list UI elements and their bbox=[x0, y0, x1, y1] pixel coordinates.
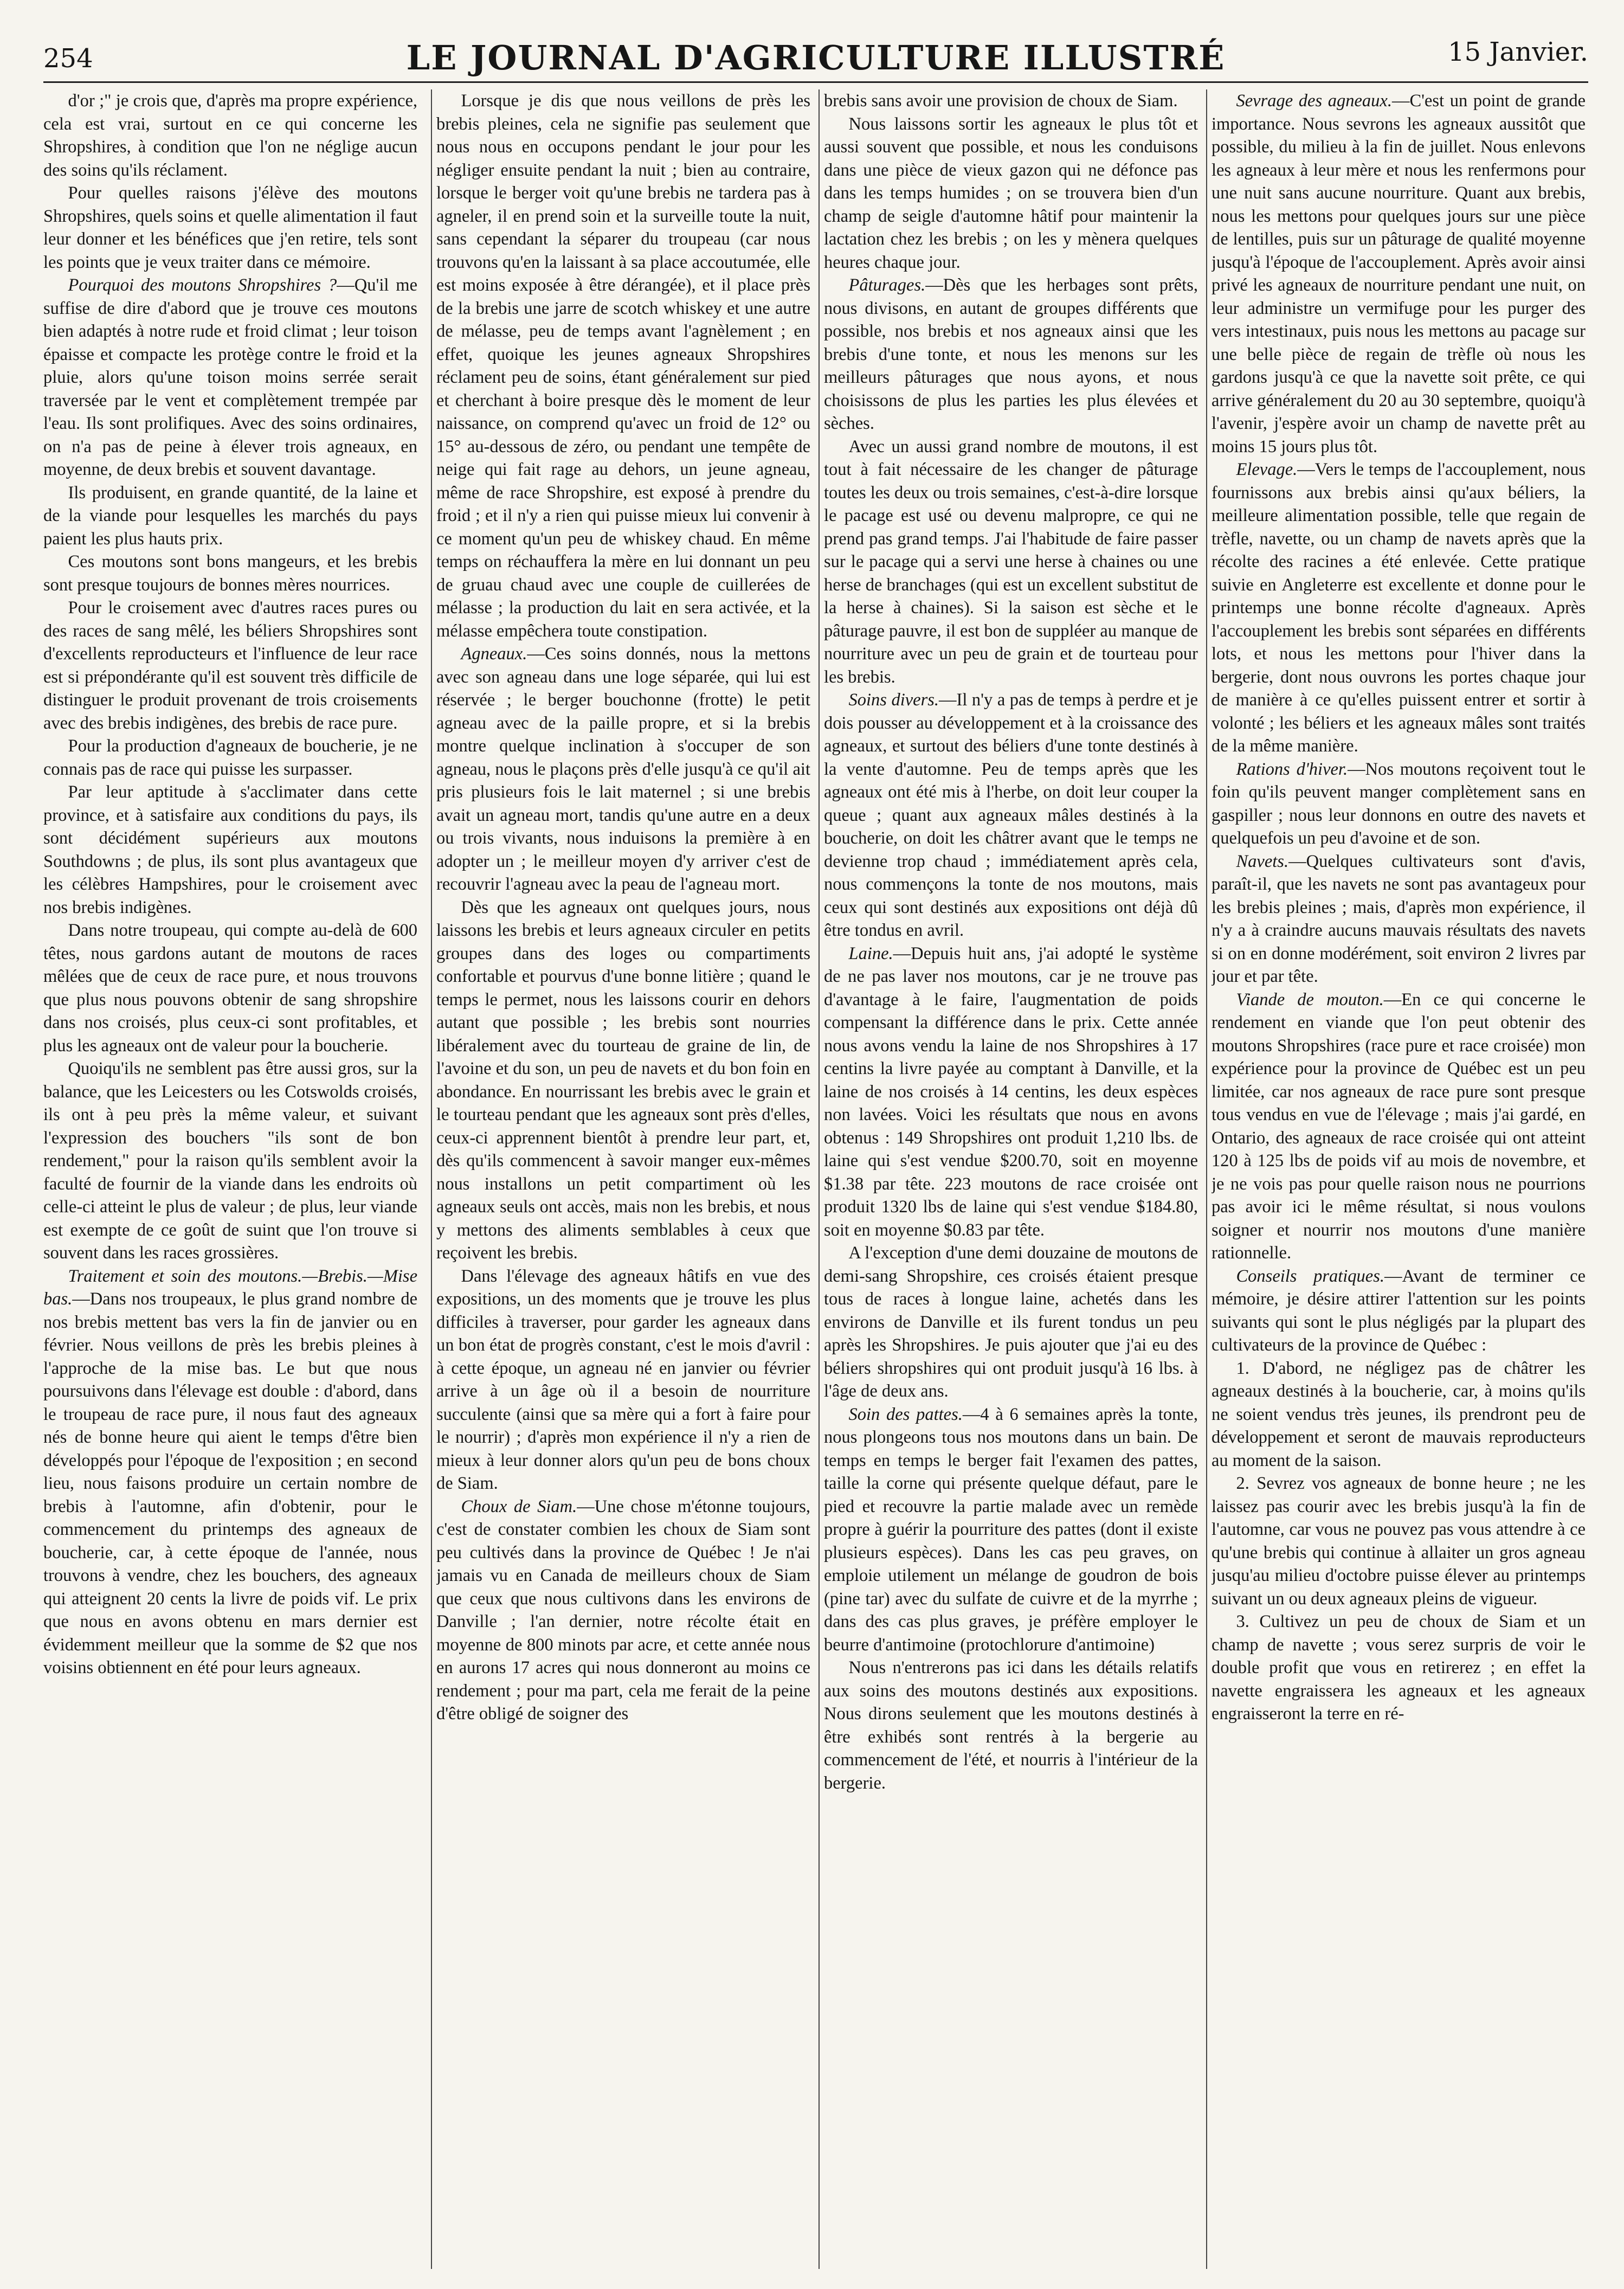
text-column-1 bbox=[43, 89, 417, 2269]
paragraph-text: —4 à 6 semaines après la tonte, nous plongeons tous nos moutons dans un bain. De temps en temps le berger fait l'examen des pattes, taille la corne qui présente quelque défaut, pare le pied et recouvre la partie malade avec un remède propre à guérir la pourriture des pattes (dont il existe plusieurs espèces). Dans les cas peu graves, on emploie utilement un mélange de goudron de bois (pine tar) avec du sulfate de cuivre et de la myrrhe ; dans des cas plus graves, je préfère employer le beurre d'antimoine (protochlorure d'antimoine) bbox=[824, 1404, 1198, 1655]
paragraph-text: —En ce qui concerne le rendement en viande que l'on peut obtenir des moutons Shropshires (race pure et race croisée) mon expérience pour la province de Québec est un peu limitée, car nos agneaux de race pure sont presque tous vendus en vue de l'élevage ; mais j'ai gardé, en Ontario, des agneaux de race croisée qui ont atteint 120 à 125 lbs de poids vif au mois de novembre, et je ne vois pas pour quelle raison nous ne pourrions pas avoir ici le même résultat, si nous voulons soigner et nourrir nos moutons d'une manière rationnelle. bbox=[1211, 989, 1586, 1263]
paragraph bbox=[43, 1265, 417, 1680]
paragraph-text: —Dès que les herbages sont prêts, nous divisons, en autant de groupes différents que possible, nos brebis et nos agneaux ainsi que les brebis d'une tonte, et nous les menons sur les meilleurs pâturages que nous ayons, et nous choisissons de plus les parties les plus élevées et sèches. bbox=[824, 275, 1198, 433]
paragraph-text: —Dans nos troupeaux, le plus grand nombre de nos brebis mettent bas vers la fin de janvier ou en février. Nous veillons de près les brebis pleines à l'approche de la mise bas. Le but que nous poursuivons dans l'élevage est double : d'abord, dans le troupeau de race pure, il nous faut des agneaux nés de bonne heure qui aient le temps d'être bien développés pour l'époque de l'exposition ; en second lieu, nous faisons produire un certain nombre de brebis à l'automne, afin d'obtenir, pour le commencement du printemps des agneaux de boucherie, car, à cette époque de l'année, nous trouvons à vendre, chez les bouchers, des agneaux qui atteignent 20 cents la livre de poids vif. Le prix que nous en avons obtenu en mars dernier est évidemment meilleur que la somme de $2 que nos voisins obtiennent en été pour leurs agneaux. bbox=[43, 1289, 417, 1677]
paragraph-text: Quoiqu'ils ne semblent pas être aussi gros, sur la balance, que les Leicesters ou les Cotswolds croisés, ils ont à peu près la même valeur, et suivant l'expression des bouchers "ils sont de bon rendement," pour la raison qu'ils semblent avoir la faculté de fournir de la viande dans les endroits où celle-ci atteint le plus de valeur ; de plus, leur viande est exempte de ce goût de suint que l'on trouve si souvent dans les races grossières. bbox=[43, 1059, 417, 1263]
paragraph bbox=[824, 1656, 1198, 1795]
section-heading: Pourquoi des moutons Shropshires ? bbox=[68, 275, 337, 295]
section-heading: Pâturages. bbox=[848, 275, 926, 295]
section-heading: Laine. bbox=[848, 943, 893, 963]
paragraph-text: Ils produisent, en grande quantité, de la laine et de la viande pour lesquelles les marchés du pays paient les plus hauts prix. bbox=[43, 483, 417, 549]
page-number: 254 bbox=[43, 43, 93, 74]
paragraph bbox=[43, 89, 417, 182]
section-heading: Rations d'hiver. bbox=[1236, 759, 1348, 779]
paragraph bbox=[1211, 1357, 1586, 1473]
paragraph-text: brebis sans avoir une provision de choux de Siam. bbox=[824, 91, 1178, 111]
paragraph-text: —Nos moutons reçoivent tout le foin qu'ils peuvent manger complètement sans en gaspiller ; nous leur donnons en outre des navets et quelquefois un peu d'avoine et de son. bbox=[1211, 759, 1586, 848]
header-rule bbox=[43, 81, 1588, 83]
paragraph-text: —Une chose m'étonne toujours, c'est de constater combien les choux de Siam sont peu cultivés dans la province de Québec ! Je n'ai jamais vu en Canada de meilleurs choux de Siam que ceux que nous cultivons dans les environs de Danville ; l'an dernier, notre récolte était en moyenne de 800 minots par acre, et cette année nous en aurons 17 acres qui nous donneront au moins ce rendement ; pour ma part, cela me ferait de la peine d'être obligé de soigner des bbox=[436, 1496, 810, 1724]
paragraph bbox=[824, 274, 1198, 435]
paragraph-text: 3. Cultivez un peu de choux de Siam et un champ de navette ; vous serez surpris de voir le double profit que vous en retirerez ; en effet la navette engraissera les agneaux et les agneaux engraisseront la terre en ré- bbox=[1211, 1612, 1586, 1724]
paragraph-text: —Vers le temps de l'accouplement, nous fournissons aux brebis ainsi qu'aux béliers, la meilleure alimentation possible, telle que regain de trèfle, navette, ou un champ de navets après que la récolte des racines a été enlevée. Cette pratique suivie en Angleterre est excellente et donne pour le printemps une bonne récolte d'agneaux. Après l'accouplement les brebis sont séparées en différents lots, et nous les mettons pour l'hiver dans la bergerie, dont nous ouvrons les portes chaque jour de manière à ce qu'elles puissent entrer et sortir à volonté ; les béliers et les agneaux mâles sont traités de la même manière. bbox=[1211, 460, 1586, 756]
paragraph bbox=[1211, 988, 1586, 1265]
article-columns bbox=[43, 89, 1588, 2269]
section-heading: Viande de mouton. bbox=[1236, 989, 1384, 1010]
section-heading: Sevrage des agneaux. bbox=[1236, 91, 1392, 111]
paragraph-text: —Depuis huit ans, j'ai adopté le système de ne pas laver nos moutons, car je ne trouve pas d'avantage à le faire, l'augmentation de poids compensant la différence dans le prix. Cette année nous avons vendu la laine de nos Shropshires à 17 centins la livre payée au comptant à Danville, et la laine de nos croisés à 14 centins, les deux espèces non lavées. Voici les résultats que nous en avons obtenus : 149 Shropshires ont produit 1,210 lbs. de laine qui s'est vendue $200.70, soit en moyenne $1.38 par tête. 223 moutons de race croisée ont produit 1320 lbs de laine qui s'est vendue $184.80, soit en moyenne $0.83 par tête. bbox=[824, 943, 1198, 1240]
section-heading: Soins divers. bbox=[848, 690, 939, 710]
section-heading: Conseils pratiques. bbox=[1236, 1266, 1384, 1286]
paragraph-text: Pour quelles raisons j'élève des moutons Shropshires, quels soins et quelle alimentation il faut leur donner et les bénéfices que j'en retire, tels sont les points que je veux traiter dans ce mémoire. bbox=[43, 183, 417, 272]
paragraph bbox=[1211, 1265, 1586, 1357]
paragraph-text: Ces moutons sont bons mangeurs, et les brebis sont presque toujours de bonnes mères nourrices. bbox=[43, 552, 417, 595]
paragraph bbox=[436, 1265, 810, 1495]
text-column-4 bbox=[1211, 89, 1586, 2269]
paragraph bbox=[1211, 1610, 1586, 1726]
paragraph bbox=[43, 596, 417, 735]
section-heading: Navets. bbox=[1236, 851, 1289, 871]
issue-date: 15 Janvier. bbox=[1448, 37, 1588, 67]
paragraph-text: A l'exception d'une demi douzaine de moutons de demi-sang Shropshire, ces croisés étaient presque tous de races à longue laine, achetés dans les environs de Danville et ils furent tondus un peu après les Shropshires. Je puis ajouter que j'ai eu des béliers shropshires qui ont produit jusqu'à 16 lbs. à l'âge de deux ans. bbox=[824, 1243, 1198, 1401]
paragraph-text: 1. D'abord, ne négligez pas de châtrer les agneaux destinés à la boucherie, car, à moins qu'ils ne soient vendus très jeunes, ils prendront peu de développement et seront de mauvais reproducteurs au moment de la saison. bbox=[1211, 1358, 1586, 1470]
section-heading: Traitement et soin des moutons.—Brebis.—Mise bas. bbox=[43, 1266, 417, 1309]
paragraph-text: Dans notre troupeau, qui compte au-delà de 600 têtes, nous gardons autant de moutons de races mêlées que de ceux de race pure, et nous trouvons que plus nous pouvons obtenir de sang shropshire dans nos croisés, plus ceux-ci sont profitables, et plus les agneaux ont de valeur pour la boucherie. bbox=[43, 921, 417, 1056]
paragraph-text: —Ces soins donnés, nous la mettons avec son agneau dans une loge séparée, qui lui est réservée ; le berger bouchonne (frotte) le petit agneau avec de la paille propre, et si la brebis montre quelque inclination à s'occuper de son agneau, nous le plaçons près d'elle jusqu'à ce qu'il ait pris plusieurs fois le lait maternel ; si une brebis avait un agneau mort, tandis qu'une autre en a deux ou trois vivants, nous induisons la première à en adopter un ; le meilleur moyen d'y arriver c'est de recouvrir l'agneau avec la peau de l'agneau mort. bbox=[436, 644, 810, 894]
paragraph-text: Pour le croisement avec d'autres races pures ou des races de sang mêlé, les béliers Shropshires sont d'excellents reproducteurs et l'influence de leur race est si prépondérante qu'il est souvent très difficile de distinguer le produit provenant de trois croisements avec des brebis indigènes, des brebis de race pure. bbox=[43, 598, 417, 733]
paragraph bbox=[43, 735, 417, 781]
paragraph bbox=[824, 689, 1198, 942]
page-header bbox=[43, 22, 1588, 76]
paragraph bbox=[824, 1242, 1198, 1403]
paragraph-text: 2. Sevrez vos agneaux de bonne heure ; ne les laissez pas courir avec les brebis jusqu'à la fin de l'automne, car vous ne pouvez pas vous attendre à ce qu'une brebis qui continue à allaiter un gros agneau jusqu'au milieu d'octobre puisse élever au printemps suivant un ou deux agneaux pleins de vigueur. bbox=[1211, 1474, 1586, 1609]
paragraph-text: d'or ;" je crois que, d'après ma propre expérience, cela est vrai, surtout en ce qui concerne les Shropshires, à condition que l'on ne néglige aucun des soins qu'ils réclament. bbox=[43, 91, 417, 180]
paragraph bbox=[43, 274, 417, 481]
paragraph bbox=[1211, 89, 1586, 458]
journal-title: LE JOURNAL D'AGRICULTURE ILLUSTRÉ bbox=[406, 38, 1226, 78]
paragraph bbox=[1211, 850, 1586, 988]
paragraph-text: Pour la production d'agneaux de boucherie, je ne connais pas de race qui puisse les surpasser. bbox=[43, 736, 417, 779]
paragraph bbox=[1211, 458, 1586, 758]
paragraph bbox=[43, 182, 417, 274]
paragraph-text: —C'est un point de grande importance. Nous sevrons les agneaux aussitôt que possible, du milieu à la fin de juillet. Nous enlevons les agneaux à leur mère et nous les renfermons pour une nuit sans aucune nourriture. Quant aux brebis, nous les mettons pour quelques jours sur une pièce de lentilles, puis sur un pâturage de qualité moyenne jusqu'à l'époque de l'accouplement. Après avoir ainsi privé les agneaux de nourriture pendant une nuit, on leur administre un vermifuge pour les purger des vers intestinaux, puis nous les mettons au pacage sur une belle pièce de regain de trèfle où nous les gardons jusqu'à ce que la navette soit prête, ce qui arrive généralement du 20 au 30 septembre, quoiqu'à l'avenir, j'espère avoir un champ de navette prêt au moins 15 jours plus tôt. bbox=[1211, 91, 1586, 456]
paragraph bbox=[43, 1057, 417, 1265]
section-heading: Agneaux. bbox=[461, 644, 527, 664]
paragraph-text: —Avant de terminer ce mémoire, je désire attirer l'attention sur les points suivants qui sont le plus négligés par la plupart des cultivateurs de la province de Québec : bbox=[1211, 1266, 1586, 1355]
paragraph bbox=[1211, 1472, 1586, 1610]
paragraph bbox=[436, 896, 810, 1265]
section-heading: Elevage. bbox=[1236, 460, 1298, 479]
paragraph bbox=[824, 1403, 1198, 1657]
paragraph bbox=[436, 1495, 810, 1726]
paragraph bbox=[824, 435, 1198, 689]
paragraph bbox=[824, 942, 1198, 1242]
paragraph bbox=[436, 642, 810, 896]
paragraph-text: —Quelques cultivateurs sont d'avis, paraît-il, que les navets ne sont pas avantageux pour les brebis pleines ; mais, d'après mon expérience, il n'y a à craindre aucuns mauvais résultats des navets si on en donne modérément, soit environ 2 livres par jour et par tête. bbox=[1211, 851, 1586, 986]
text-column-3 bbox=[824, 89, 1198, 2269]
paragraph-text: Nous laissons sortir les agneaux le plus tôt et aussi souvent que possible, et nous les conduisons dans une pièce de vieux gazon qui ne défonce pas dans les temps humides ; on se trouvera bien d'un champ de seigle d'automne hâtif pour maintenir la lactation chez les brebis ; on les y mènera quelques heures chaque jour. bbox=[824, 114, 1198, 272]
paragraph bbox=[436, 89, 810, 642]
text-column-2 bbox=[436, 89, 810, 2269]
paragraph bbox=[43, 550, 417, 596]
paragraph-text: Par leur aptitude à s'acclimater dans cette province, et à satisfaire aux conditions du pays, ils sont décidément supérieurs aux moutons Southdowns ; de plus, ils sont plus avantageux que les célèbres Hampshires, pour le croisement avec nos brebis indigènes. bbox=[43, 782, 417, 917]
paragraph-text: —Qu'il me suffise de dire d'abord que je trouve ces moutons bien adaptés à notre rude et froid climat ; leur toison épaisse et compacte les protège contre le froid et la pluie, alors qu'une toison moins serrée serait traversée par le vent et complètement trempée par l'eau. Ils sont prolifiques. Avec des soins ordinaires, on n'a pas de peine à élever trois agneaux, en moyenne, de deux brebis et souvent davantage. bbox=[43, 275, 417, 479]
paragraph bbox=[824, 89, 1198, 113]
paragraph-text: —Il n'y a pas de temps à perdre et je dois pousser au développement et à la croissance des agneaux, et surtout des béliers d'une tonte destinés à la vente d'automne. Peu de temps après que les agneaux ont été mis à l'herbe, on doit leur couper la queue ; quant aux agneaux mâles destinés à la boucherie, on doit les châtrer avant que le temps ne devienne trop chaud ; immédiatement après cela, nous commençons la tonte de nos moutons, mais ceux qui sont destinés aux expositions ont déjà dû être tondus en avril. bbox=[824, 690, 1198, 940]
paragraph-text: Dès que les agneaux ont quelques jours, nous laissons les brebis et leurs agneaux circuler en petits groupes dans des loges ou compartiments confortable et pourvus d'une bonne litière ; quand le temps le permet, nous les laissons courir en dehors autant que possible ; les brebis sont nourries libéralement avec du tourteau de graine de lin, de l'avoine et du son, un peu de navets et du bon foin en abondance. En nourrissant les brebis avec le grain et le tourteau pendant que les agneaux sont près d'elles, ceux-ci apprennent bientôt à prendre leur part, et, dès qu'ils commencent à savoir manger eux-mêmes nous installons un petit compartiment où les agneaux seuls ont accès, mais non les brebis, et nous y mettons des aliments semblables à ceux que reçoivent les brebis. bbox=[436, 897, 810, 1263]
section-heading: Choux de Siam. bbox=[461, 1496, 577, 1516]
section-heading: Soin des pattes. bbox=[848, 1404, 963, 1424]
paragraph bbox=[1211, 758, 1586, 850]
paragraph-text: Lorsque je dis que nous veillons de près les brebis pleines, cela ne signifie pas seulement que nous nous en occupons pendant le jour pour les négliger ensuite pendant la nuit ; bien au contraire, lorsque le berger voit qu'une brebis ne tardera pas à agneler, il en prend soin et la surveille toute la nuit, sans cependant la séparer du troupeau (car nous trouvons qu'en la laissant à sa place accoutumée, elle est moins exposée à être dérangée), et il place près de la brebis une jarre de scotch whiskey et une autre de mélasse, peu de temps avant l'agnèlement ; en effet, quoique les jeunes agneaux Shropshires réclament peu de soins, étant généralement sur pied et cherchant à boire presque dès le moment de leur naissance, on comprend qu'avec un froid de 12° ou 15° au-dessous de zéro, ou pendant une tempête de neige qui fait rage au dehors, un jeune agneau, même de race Shropshire, est exposé à prendre du froid ; et il n'y a rien qui puisse mieux lui convenir à ce moment qu'un peu de whiskey chaud. En même temps on réchauffera la mère en lui donnant un peu de gruau chaud avec une couple de cuillerées de mélasse ; la production du lait en sera activée, et la mélasse empêchera toute constipation. bbox=[436, 91, 810, 641]
paragraph-text: Dans l'élevage des agneaux hâtifs en vue des expositions, un des moments que je trouve les plus difficiles à traverser, pour garder les agneaux dans un bon état de progrès constant, c'est le mois d'avril : à cette époque, un agneau né en janvier ou février arrive à un âge où il a besoin de nourriture succulente (ainsi que sa mère qui a fort à faire pour le nourrir) ; d'après mon expérience il n'y a rien de mieux à leur donner alors qu'un peu de bons choux de Siam. bbox=[436, 1266, 810, 1493]
paragraph bbox=[43, 481, 417, 551]
paragraph bbox=[824, 113, 1198, 274]
paragraph-text: Nous n'entrerons pas ici dans les détails relatifs aux soins des moutons destinés aux expositions. Nous dirons seulement que les moutons destinés à être exhibés sont rentrés à la bergerie au commencement de l'été, et nourris à l'intérieur de la bergerie. bbox=[824, 1658, 1198, 1793]
paragraph-text: Avec un aussi grand nombre de moutons, il est tout à fait nécessaire de les changer de pâturage toutes les deux ou trois semaines, c'est-à-dire lorsque le pacage est usé ou devenu malpropre, ce qui ne prend pas grand temps. J'ai l'habitude de faire passer sur le pacage qui a servi une herse à chaines ou une herse de branchages (qui est un excellent substitut de la herse à chaines). Si la saison est sèche et le pâturage pauvre, il est bon de suppléer au manque de nourriture avec un peu de grain et de tourteau pour les brebis. bbox=[824, 436, 1198, 687]
paragraph bbox=[43, 781, 417, 919]
paragraph bbox=[43, 919, 417, 1057]
